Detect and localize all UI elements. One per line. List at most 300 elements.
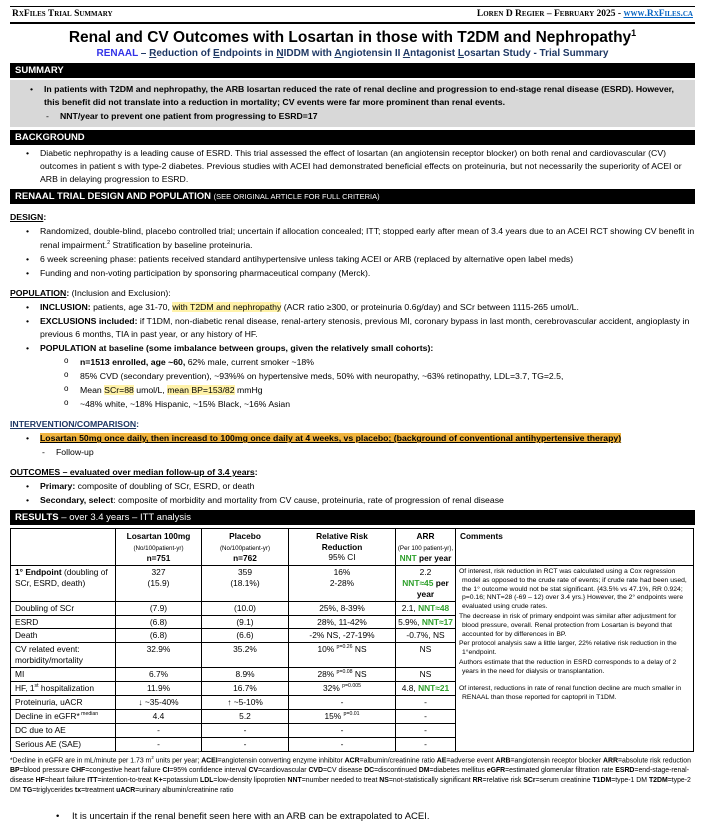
text-segment: ACEI [201, 757, 218, 765]
data-cell [396, 696, 456, 710]
row-label [11, 682, 116, 696]
list-item [10, 253, 695, 266]
text-segment: hospitalization [38, 683, 94, 694]
text-segment: (7.9) [149, 602, 168, 613]
text-segment: p=0.005 [342, 683, 361, 690]
data-cell [289, 696, 396, 710]
data-cell [289, 615, 396, 629]
section-bar-results [10, 510, 695, 525]
data-cell [202, 668, 289, 682]
data-cell [202, 629, 289, 643]
table-row [11, 565, 694, 601]
rxfiles-link[interactable]: www.RxFiles.ca [623, 9, 693, 19]
data-cell [116, 723, 202, 737]
text-segment: Primary: [40, 481, 76, 492]
text-segment: NS [352, 669, 367, 680]
text-segment: 4.4 [152, 711, 165, 721]
text-segment: (No/100patient-yr) [219, 544, 271, 552]
text-segment: - [424, 738, 427, 749]
row-label [11, 710, 116, 724]
text-segment: 95% CI [328, 552, 356, 563]
text-segment: Stratification by baseline proteinuria. [110, 239, 253, 250]
text-segment: A [334, 48, 342, 60]
data-cell [396, 682, 456, 696]
list-item [10, 480, 695, 493]
text-segment: OUTCOMES – evaluated over median follow-up of 3.4 years [10, 467, 255, 478]
bullet-glyph: • [26, 342, 30, 353]
section-heading [10, 211, 695, 224]
text-segment: 8.9% [235, 669, 255, 680]
text-segment: : [66, 287, 70, 298]
data-cell [116, 668, 202, 682]
section-bar-background [10, 130, 695, 145]
data-cell [116, 710, 202, 724]
results-table-header-row [11, 529, 694, 565]
text-segment: – over 3.4 years – ITT analysis [58, 512, 191, 524]
text-segment: 5.2 [239, 711, 251, 721]
text-segment: Placebo [229, 531, 261, 542]
list-item [10, 810, 695, 824]
data-cell [289, 737, 396, 751]
data-cell [202, 565, 289, 601]
text-segment: 16% [333, 566, 351, 577]
text-segment: =potassium [162, 777, 201, 785]
header-right [477, 9, 693, 19]
text-segment: 28%, 11-42% [317, 616, 367, 627]
bullet-glyph: • [26, 301, 30, 312]
bullet-glyph: - [46, 111, 49, 122]
text-segment: =heart failure [44, 777, 88, 785]
data-cell [396, 643, 456, 668]
text-segment: ntagonist [410, 48, 458, 60]
text-segment: Reduction [321, 541, 363, 552]
text-segment: =diabetes mellitus [429, 767, 487, 775]
text-segment: uACR [116, 787, 136, 795]
data-cell [202, 643, 289, 668]
list-item [10, 432, 695, 445]
bullet-glyph: • [26, 433, 30, 444]
data-cell [396, 723, 456, 737]
text-segment: DESIGN [10, 212, 44, 223]
text-segment: INCLUSION: [40, 301, 91, 312]
text-segment: 1° Endpoint [15, 566, 64, 577]
text-segment: NNT/year to prevent one patient from progressing to ESRD=17 [60, 111, 318, 122]
text-segment: n=762 [233, 552, 257, 563]
text-segment: (15.9) [147, 577, 170, 588]
text-segment: median [79, 711, 99, 718]
text-segment: =urinary albumin/creatinine ratio [135, 787, 234, 795]
text-segment: - [340, 724, 344, 735]
text-segment: 2 [107, 239, 111, 246]
column-header [11, 529, 116, 565]
text-segment: SCr [523, 777, 536, 785]
text-segment: =low-density lipoprotien [213, 777, 288, 785]
text-segment: – [138, 48, 150, 60]
data-cell [116, 601, 202, 615]
text-segment: ngiotensin II [341, 48, 403, 60]
text-segment: NNT≈21 [418, 683, 450, 694]
column-header [396, 529, 456, 565]
bullet-glyph: o [64, 355, 69, 365]
text-segment: 327 [151, 566, 166, 577]
text-segment: -0.7%, NS [406, 630, 445, 641]
section-heading [10, 287, 695, 300]
text-segment: (No/100patient-yr) [133, 544, 184, 552]
text-segment: Randomized, double-blind, placebo controlled trial; uncertain if allocation concealed; ITT; stopped early after mean of 3.4 years due to an ACEI RCT showing CV benefit in renal impairment. [40, 226, 695, 250]
text-segment: - [157, 724, 160, 735]
text-segment: =95% confidence interval [169, 767, 249, 775]
data-cell [289, 629, 396, 643]
text-segment: =CV disease [323, 767, 365, 775]
summary-section [10, 80, 695, 127]
bullet-glyph: • [26, 495, 30, 506]
text-segment: RENAAL TRIAL DESIGN AND POPULATION [15, 191, 214, 203]
text-segment: =type-2 DM [10, 777, 691, 795]
title-reference-superscript: 1 [631, 28, 637, 38]
bullet-glyph: • [30, 84, 34, 95]
text-segment: =discontinued [374, 767, 419, 775]
text-segment: AE [436, 757, 447, 765]
text-segment: : [254, 467, 258, 478]
list-item [10, 398, 695, 411]
data-cell [116, 682, 202, 696]
results-table [10, 528, 694, 751]
text-segment: NS [419, 669, 432, 680]
list-item [10, 446, 695, 459]
data-cell [116, 696, 202, 710]
comment-paragraph [459, 640, 690, 658]
text-segment: NNT [287, 777, 302, 785]
text-segment: - [424, 711, 427, 721]
row-label [11, 565, 116, 601]
text-segment: =cardiovascular [258, 767, 309, 775]
text-segment: - [157, 738, 160, 749]
list-item [10, 356, 695, 369]
data-cell [396, 710, 456, 724]
text-segment: R [149, 48, 157, 60]
text-segment: p=0.01 [343, 711, 360, 718]
column-header [202, 529, 289, 565]
header-left-title: RxFiles Trial Summary [12, 9, 113, 19]
text-segment: ↑ ~5-10% [227, 697, 263, 708]
data-cell [396, 629, 456, 643]
text-segment: umol/L, [133, 385, 168, 395]
text-segment: Losartan 50mg once daily, then increasd to 100mg once daily at 4 weeks, vs placebo; (background of conventional antihypertensive therapy) [40, 433, 622, 444]
data-cell [116, 565, 202, 601]
bullet-glyph: • [26, 267, 30, 278]
section-heading [10, 418, 695, 431]
row-label [11, 737, 116, 751]
text-segment: - [340, 738, 344, 749]
list-item [14, 83, 691, 109]
text-segment: SCr=88 [104, 385, 134, 395]
text-segment: RENAAL [96, 48, 138, 60]
text-segment: K+ [153, 777, 163, 785]
text-segment: mean BP=153/82 [167, 385, 235, 395]
text-segment: =albumin/creatinine ratio [359, 757, 437, 765]
text-segment: =absolute risk reduction [617, 757, 691, 765]
text-segment: =congestive heart failure [85, 767, 163, 775]
text-segment: Doubling of SCr [15, 602, 75, 613]
row-label [11, 668, 116, 682]
row-label [11, 643, 116, 668]
text-segment: 85% CVD (secondary prevention), ~93%% on hypertensive meds, 50% with neuropathy, ~63% retinopathy, LDL=3.7, TG=2.5, [80, 370, 564, 381]
text-segment: =angiotensin converting enzyme inhibitor [217, 757, 345, 765]
bullet-glyph: o [64, 384, 69, 393]
text-segment: CV [248, 767, 259, 775]
text-segment: A [402, 48, 411, 60]
text-segment: L [457, 48, 464, 60]
text-segment: 11.9% [146, 683, 171, 694]
text-segment: 15% [324, 711, 344, 721]
text-segment: NS [352, 644, 367, 655]
text-segment: ↓ ~35-40% [138, 697, 179, 708]
text-segment: It is uncertain if the renal benefit seen here with an ARB can be extrapolated to ACEI. [72, 811, 430, 823]
text-segment: ndpoints in [219, 48, 277, 60]
text-segment: eGFR [486, 767, 506, 775]
text-segment: mmHg [234, 385, 263, 395]
text-segment: (SEE ORIGINAL ARTICLE FOR FULL CRITERIA) [213, 192, 380, 202]
text-segment: *Decline in eGFR are in mL/minute per 1.73 m [10, 757, 152, 765]
data-cell [396, 615, 456, 629]
data-cell [202, 737, 289, 751]
document-page [0, 6, 705, 824]
text-segment: 2.1, [401, 602, 419, 613]
text-segment: n=1513 enrolled, age ~60, [80, 356, 186, 367]
text-segment: : [136, 419, 140, 430]
page-subtitle [10, 48, 695, 59]
text-segment: CV related event: morbidity/mortality [15, 644, 83, 666]
text-segment: NS [419, 644, 432, 655]
text-segment: HF, 1 [15, 683, 35, 694]
data-cell [289, 643, 396, 668]
text-segment: Follow-up [56, 447, 94, 458]
text-segment: Mean [80, 385, 105, 395]
text-segment: BACKGROUND [15, 132, 85, 144]
text-segment: Comments [460, 531, 503, 542]
data-cell [289, 668, 396, 682]
text-segment: - [243, 738, 247, 749]
data-cell [396, 601, 456, 615]
text-segment: EXCLUSIONS included: [40, 315, 138, 326]
text-segment: INTERVENTION/COMPARISON [10, 419, 137, 430]
text-segment: 32.9% [146, 644, 171, 655]
text-segment: LDL [200, 777, 214, 785]
text-segment: =type-1 DM [611, 777, 649, 785]
list-item [10, 301, 695, 314]
text-segment: =serum creatinine [535, 777, 593, 785]
list-item [10, 342, 695, 355]
background-section [10, 147, 695, 186]
text-segment: =treatment [81, 787, 117, 795]
text-segment: per year [416, 552, 452, 563]
section-heading [10, 466, 695, 479]
text-segment: Per protocol analysis saw a little larger, 22% relative risk reduction in the 1°endpoint. [459, 640, 677, 657]
text-segment: units per year; [153, 757, 202, 765]
text-segment: Secondary, select [40, 495, 114, 506]
text-segment: st [34, 683, 39, 690]
design-population-section [10, 211, 695, 507]
list-item [10, 147, 695, 186]
row-label [11, 629, 116, 643]
text-segment: (6.8) [149, 616, 168, 627]
text-segment: BP [10, 767, 20, 775]
list-item [10, 267, 695, 280]
text-segment: RESULTS [15, 512, 59, 524]
list-item [10, 225, 695, 251]
bullet-glyph: - [42, 447, 45, 458]
data-cell [202, 696, 289, 710]
text-segment: NNT≈45 [402, 577, 434, 588]
data-cell [289, 601, 396, 615]
comments-cell [456, 565, 694, 751]
text-segment: IDDM with [283, 48, 335, 60]
data-cell [116, 615, 202, 629]
page-header [10, 6, 695, 24]
text-segment: tx [74, 787, 82, 795]
bullet-glyph: • [56, 811, 60, 823]
text-segment: patients, age 31-70, [90, 301, 173, 312]
text-segment: 359 [238, 566, 252, 577]
data-cell [116, 737, 202, 751]
text-segment: 32% [323, 683, 343, 694]
text-segment: (Per 100 patient-yr), [397, 544, 454, 552]
text-segment: ITT [87, 777, 98, 785]
text-segment: 2.2 [419, 566, 432, 577]
text-segment: 6 week screening phase: patients received standard antihypertensive unless taking ACEI or ARB (replaced by alternative open label meds) [40, 253, 574, 264]
text-segment: (Inclusion and Exclusion): [69, 287, 171, 298]
closing-note [10, 810, 695, 824]
text-segment: p=0.08 [336, 669, 353, 676]
bullet-glyph: • [26, 481, 30, 492]
text-segment: T1DM [592, 777, 612, 785]
text-segment: The decrease in risk of primary endpoint was similar after adjustment for blood pressure, overall. Renal protection from Losartan is beyond that accounted for by differences in BP. [459, 613, 677, 638]
text-segment: ~48% white, ~18% Hispanic, ~15% Black, ~16% Asian [80, 399, 291, 410]
text-segment: CHF [71, 767, 86, 775]
text-segment: ESRD [15, 616, 39, 627]
text-segment: 10% [317, 644, 337, 655]
comment-paragraph [459, 685, 690, 703]
row-label [11, 696, 116, 710]
text-segment: =triglycerides [32, 787, 75, 795]
text-segment: - [340, 697, 344, 708]
data-cell [289, 565, 396, 601]
text-segment: E [213, 48, 220, 60]
text-segment: osartan Study - Trial Summary [463, 48, 609, 60]
text-segment: ESRD [615, 767, 635, 775]
row-label [11, 723, 116, 737]
text-segment: eduction of [156, 48, 214, 60]
text-segment: =intention-to-treat [97, 777, 154, 785]
section-bar-summary [10, 63, 695, 78]
text-segment: 2-28% [329, 577, 355, 588]
text-segment: Proteinuria, uACR [15, 697, 83, 708]
text-segment: (doubling of SCr, ESRD, death) [15, 566, 108, 588]
text-segment: =number needed to treat [301, 777, 380, 785]
text-segment: In patients with T2DM and nephropathy, the ARB losartan reduced the rate of renal decline and progression to end-stage renal disease (ESRD). However, this benefit did not translate into a reduction in mortality; CV events were far more prominent than renal events. [44, 84, 674, 108]
text-segment: =adverse event [446, 757, 496, 765]
text-segment: HF [35, 777, 45, 785]
text-segment: 25%, 8-39% [319, 602, 365, 613]
text-segment: : composite of morbidity and mortality from CV cause, proteinuria, rate of progression of renal disease [113, 495, 504, 506]
text-segment: POPULATION [10, 287, 67, 298]
text-segment: 6.7% [148, 669, 169, 680]
text-segment: =angiotensin receptor blocker [510, 757, 604, 765]
text-segment: ACR [344, 757, 360, 765]
bullet-glyph: o [64, 398, 69, 408]
text-segment: CI [162, 767, 170, 775]
text-segment: ARR [603, 757, 618, 765]
bullet-glyph: • [26, 253, 30, 264]
column-header [289, 529, 396, 565]
text-segment: N [276, 48, 284, 60]
comment-paragraph [459, 613, 690, 639]
data-cell [202, 710, 289, 724]
bullet-glyph: • [26, 315, 30, 326]
text-segment: 62% male, current smoker ~18% [185, 356, 314, 367]
text-segment: Serious AE (SAE) [15, 738, 82, 749]
text-segment: TG [22, 787, 33, 795]
data-cell [116, 643, 202, 668]
data-cell [202, 601, 289, 615]
text-segment: DM [418, 767, 430, 775]
header-author-date: Loren D Regier – February 2025 - [476, 9, 624, 19]
text-segment: 16.7% [233, 683, 257, 694]
text-segment: =blood pressure [19, 767, 72, 775]
text-segment: - [424, 697, 427, 708]
abbreviations-footnote [10, 755, 695, 796]
text-segment: NNT≈17 [421, 616, 453, 627]
data-cell [396, 668, 456, 682]
text-segment: with T2DM and nephropathy [172, 301, 282, 312]
list-item [10, 315, 695, 341]
text-segment: Death [15, 630, 38, 641]
section-bar-design-population [10, 189, 695, 204]
text-segment: =not-statistically significant [388, 777, 473, 785]
text-segment: Relative Risk [316, 531, 368, 542]
text-segment: -2% NS, -27-19% [309, 630, 375, 641]
text-segment: 28% [317, 669, 337, 680]
text-segment: POPULATION at baseline (some imbalance between groups, given the relatively small cohorts): [40, 342, 434, 353]
text-segment: MI [15, 669, 25, 680]
data-cell [289, 723, 396, 737]
text-segment: =end-stage-renal-disease [10, 767, 690, 785]
bullet-glyph: • [26, 226, 30, 237]
text-segment: (6.8) [149, 630, 168, 641]
text-segment: (9.1) [236, 616, 254, 627]
text-segment: NS [379, 777, 389, 785]
list-item [14, 110, 691, 123]
bullet-glyph: o [64, 369, 69, 379]
text-segment: composite of doubling of SCr, ESRD, or death [75, 481, 255, 492]
text-segment: Of interest, risk reduction in RCT was calculated using a Cox regression model as opposed to the crude rate of events; if crude rate had been used, the 1° outcome would not be stat significant. {43.5% vs 47.1%, RR 0.924; p=0.16; NNT=28 (-69 – 12) over 3.4 yrs.} However, the 2° endpoints were evaluated using crude rates. [459, 567, 687, 611]
text-segment: 35.2% [233, 644, 257, 655]
data-cell [396, 565, 456, 601]
data-cell [202, 682, 289, 696]
text-segment: Funding and non-voting participation by sponsoring pharmaceutical company (Merck). [40, 267, 371, 278]
text-segment: (10.0) [234, 602, 256, 613]
text-segment: - [243, 724, 247, 735]
text-segment: Diabetic nephropathy is a leading cause of ESRD. This trial assessed the effect of losartan (an angiotensin receptor blocker) on both renal and cardiovascular (CV) outcomes in patient s with type-2 diabetes. Previous studies with ACEI had demonstrated beneficial effects on proteinuria, but not necessarily the superiority of ACEI or ARB in delaying progression to ESRD. [40, 148, 682, 185]
data-cell [289, 710, 396, 724]
text-segment: Of interest, reductions in rate of renal function decline are much smaller in RENAAL than those reported for captopril in T1DM. [459, 684, 682, 701]
text-segment: RR [472, 777, 483, 785]
text-segment: 4.8, [401, 683, 419, 694]
text-segment: if T1DM, non-diabetic renal disease, renal-artery stenosis, previous MI, coronary bypass in last month, cerebrovascular accident, angioplasty in previous 6 months, TIA in past year, or any history of HF. [40, 315, 690, 339]
text-segment: DC [364, 767, 375, 775]
text-segment: ARB [495, 757, 511, 765]
data-cell [289, 682, 396, 696]
